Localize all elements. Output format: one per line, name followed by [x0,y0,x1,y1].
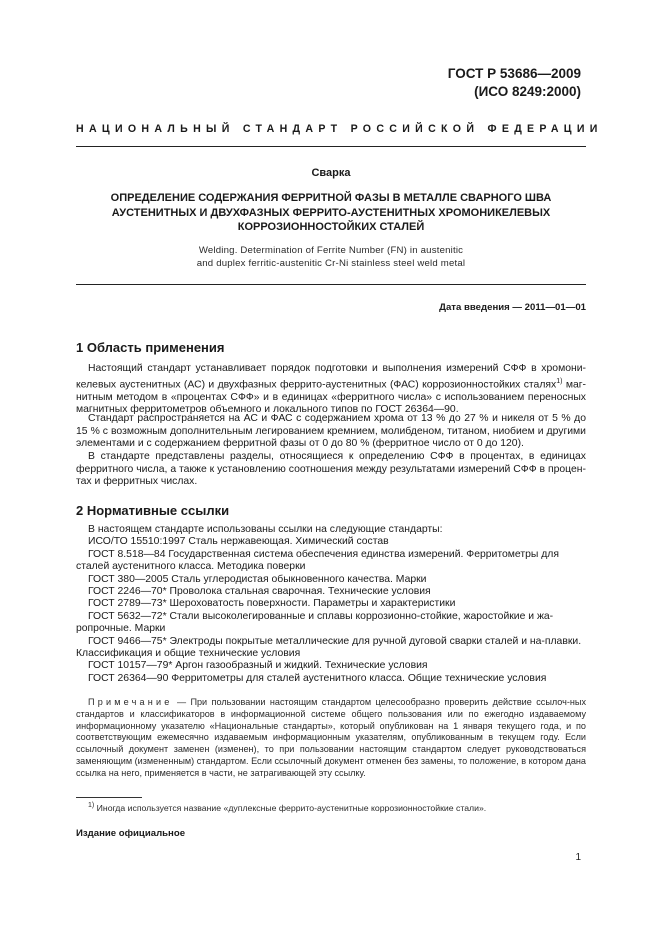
national-standard-banner: НАЦИОНАЛЬНЫЙ СТАНДАРТ РОССИЙСКОЙ ФЕДЕРАЦИИ [76,123,603,135]
section-1-paragraph [76,363,586,417]
header-rule [76,146,586,147]
intro-date: Дата введения — 2011—01—01 [439,302,586,313]
reference-item: ГОСТ 8.518—84 Государственная система обеспечения единства измерений. Ферритометры для сталей аустенитного класса. Методика поверки [76,548,559,573]
note-text: — При пользовании настоящим стандартом целесообразно проверить действие ссылоч-ных стандартов и классификаторов в информационной системе общего пользования или по ежегодно издаваемому информационному указателю «Национальные стандарты», который опубликован на 1 января текущего года, и по соответствующим ежемесячно издаваемым информационным указателям, опубликованным в текущем году. Если ссылочный документ заменен (изменен), то при пользовании настоящим стандартом следует руководствоваться заменяющим (измененным) стандартом. Если ссылочный документ отменен без замены, то положение, в котором дана ссылка на него, применяется в части, не затрагивающей эту ссылку. [76,697,586,778]
footnote-text: Иногда используется название «дуплексные феррито-аустенитные коррозионностойкие стали». [96,802,487,813]
title-line: АУСТЕНИТНЫХ И ДВУХФАЗНЫХ ФЕРРИТО-АУСТЕНИТНЫХ ХРОМОНИКЕЛЕВЫХ [111,206,551,219]
english-title-line: and duplex ferritic-austenitic Cr-Ni stainless steel weld metal [196,258,466,269]
document-title [76,191,586,235]
footnote-mark: 1) [88,802,95,809]
footnote-ref: 1) [556,377,563,385]
title-line: КОРРОЗИОННОСТОЙКИХ СТАЛЕЙ [237,221,425,233]
english-title [76,244,586,270]
reference-item: ИСО/ТО 15510:1997 Сталь нержавеющая. Химический состав [88,536,389,548]
reference-item: ГОСТ 2246—70* Проволока стальная сварочная. Технические условия [88,586,431,598]
footnote-rule [76,797,142,798]
paragraph-text: маг-нитным методом в «процентах СФФ» и в единицах «ферритного числа» с использованием переносных магнитных ферритометров объемного и локального типов по ГОСТ 26364—90. [76,379,586,416]
reference-item: ГОСТ 5632—72* Стали высоколегированные и сплавы коррозионно-стойкие, жаростойкие и жа-ропрочные. Марки [76,610,554,635]
references-intro: В настоящем стандарте использованы ссылки на следующие стандарты: [88,524,443,535]
reference-item: ГОСТ 2789—73* Шероховатость поверхности. Параметры и характеристики [88,598,456,610]
reference-item: ГОСТ 9466—75* Электроды покрытые металлические для ручной дуговой сварки сталей и на-плавки. Классификация и общие технические условия [76,635,582,660]
paragraph-text: Настоящий стандарт устанавливает порядок подготовки и выполнения измерений СФФ в хромони-келевых аустенитных (АС) и двухфазных феррито-аустенитных (ФАС) коррозионностойких сталях [76,363,586,391]
edition-label: Издание официальное [76,828,186,839]
reference-item: ГОСТ 380—2005 Сталь углеродистая обыкновенного качества. Марки [88,573,427,585]
title-line: ОПРЕДЕЛЕНИЕ СОДЕРЖАНИЯ ФЕРРИТНОЙ ФАЗЫ В МЕТАЛЛЕ СВАРНОГО ШВА [110,192,552,204]
title-rule [76,284,586,285]
section-1-heading: 1 Область применения [76,340,225,355]
page-number: 1 [575,852,581,863]
english-title-line: Welding. Determination of Ferrite Number (FN) in austenitic [198,245,464,256]
references-list [76,524,586,685]
reference-item: ГОСТ 26364—90 Ферритометры для сталей аустенитного класса. Общие технические условия [88,672,547,684]
references-note [76,697,586,780]
iso-number: (ИСО 8249:2000) [474,84,581,99]
section-2-heading: 2 Нормативные ссылки [76,503,230,518]
reference-item: ГОСТ 10157—79* Аргон газообразный и жидкий. Технические условия [88,660,428,672]
section-1-paragraph: В стандарте представлены разделы, относящиеся к определению СФФ в процентах, в единицах ферритного числа, а также к установлению соотношения между результатами измерений СФФ в процен-тах и ферритных числах. [76,451,586,488]
footnote [76,802,586,813]
section-1-paragraph: Стандарт распространяется на АС и ФАС с содержанием хрома от 13 % до 27 % и никеля от 5 % до 15 % с возможным дополнительным легированием кремнием, молибденом, титаном, ниобием и другими элементами и с содержанием ферритной фазы от 0 до 80 % (ферритное число от 0 до 120). [76,413,586,450]
note-label: Примечание [88,697,173,707]
standard-number: ГОСТ Р 53686—2009 [447,66,581,81]
document-topic: Сварка [311,167,351,179]
